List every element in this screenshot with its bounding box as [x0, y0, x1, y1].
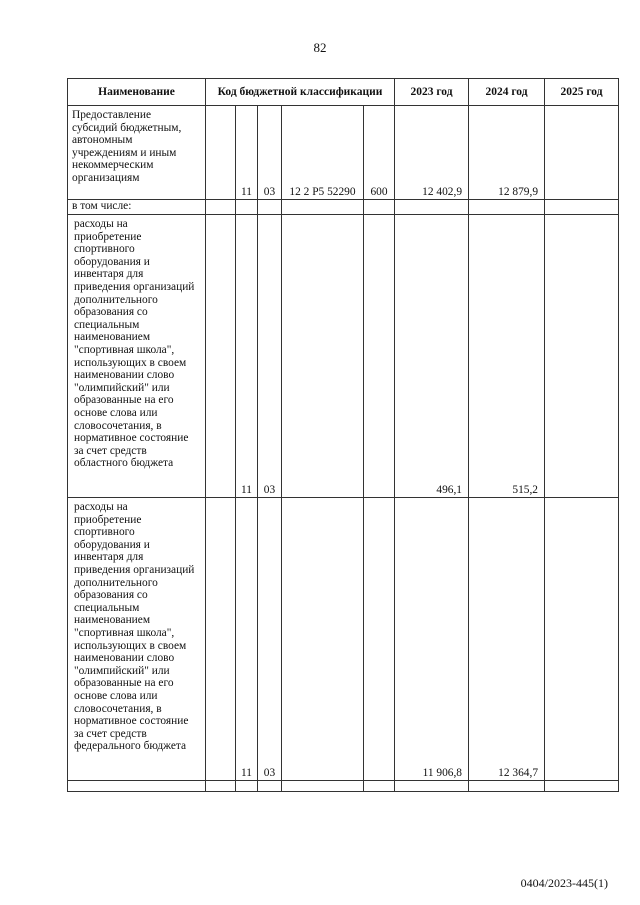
table-row [68, 215, 619, 498]
target-article-cell [282, 200, 364, 215]
expense-type-cell [364, 200, 395, 215]
value-2024-cell [469, 781, 545, 792]
expense-type-cell: 600 [364, 106, 395, 200]
header-2023: 2023 год [395, 79, 469, 106]
subsection-code-cell: 03 [258, 498, 282, 781]
section-code-cell: 11 [236, 498, 258, 781]
value-2023-cell [395, 200, 469, 215]
table-row [68, 106, 619, 200]
header-code: Код бюджетной классификации [206, 79, 395, 106]
blank-code-cell [206, 106, 236, 200]
target-article-cell [282, 498, 364, 781]
document-code: 0404/2023-445(1) [520, 876, 608, 890]
blank-code-cell [206, 781, 236, 792]
subsection-code-cell: 03 [258, 215, 282, 498]
section-code-cell [236, 781, 258, 792]
header-2025: 2025 год [545, 79, 619, 106]
page-number: 82 [313, 40, 327, 55]
expense-type-cell [364, 215, 395, 498]
row-name-cell: в том числе: [68, 200, 206, 215]
header-row [68, 79, 619, 106]
blank-code-cell [206, 215, 236, 498]
value-2025-cell [545, 200, 619, 215]
value-2025-cell [545, 106, 619, 200]
row-name-cell: расходы на приобретение спортивного оборудования и инвентаря для приведения организаций дополнительного образования со специальным наименованием "спортивная школа", использующих в своем наименовании слово "олимпийский" или образованные на его основе слова или словосочетания, в нормативное состояние за счет средств областного бюджета [68, 215, 206, 498]
header-2024: 2024 год [469, 79, 545, 106]
row-name-cell: Предоставление субсидий бюджетным, автономным учреждениям и иным некоммерческим организациям [68, 106, 206, 200]
blank-code-cell [206, 200, 236, 215]
expense-type-cell [364, 498, 395, 781]
header-name: Наименование [68, 79, 206, 106]
subsection-code-cell [258, 781, 282, 792]
value-2023-cell: 496,1 [395, 215, 469, 498]
section-code-cell [236, 200, 258, 215]
expense-type-cell [364, 781, 395, 792]
budget-table [67, 78, 619, 792]
value-2024-cell: 12 879,9 [469, 106, 545, 200]
value-2023-cell [395, 781, 469, 792]
value-2025-cell [545, 215, 619, 498]
value-2024-cell: 515,2 [469, 215, 545, 498]
row-name-cell [68, 781, 206, 792]
target-article-cell [282, 781, 364, 792]
table-row [68, 781, 619, 792]
target-article-cell [282, 215, 364, 498]
value-2023-cell: 11 906,8 [395, 498, 469, 781]
section-code-cell: 11 [236, 215, 258, 498]
subsection-code-cell [258, 200, 282, 215]
value-2024-cell: 12 364,7 [469, 498, 545, 781]
value-2024-cell [469, 200, 545, 215]
blank-code-cell [206, 498, 236, 781]
section-code-cell: 11 [236, 106, 258, 200]
target-article-cell: 12 2 P5 52290 [282, 106, 364, 200]
value-2025-cell [545, 781, 619, 792]
subsection-code-cell: 03 [258, 106, 282, 200]
row-name-cell: расходы на приобретение спортивного оборудования и инвентаря для приведения организаций дополнительного образования со специальным наименованием "спортивная школа", использующих в своем наименовании слово "олимпийский" или образованные на его основе слова или словосочетания, в нормативное состояние за счет средств федерального бюджета [68, 498, 206, 781]
table-row [68, 498, 619, 781]
value-2025-cell [545, 498, 619, 781]
value-2023-cell: 12 402,9 [395, 106, 469, 200]
table-row [68, 200, 619, 215]
